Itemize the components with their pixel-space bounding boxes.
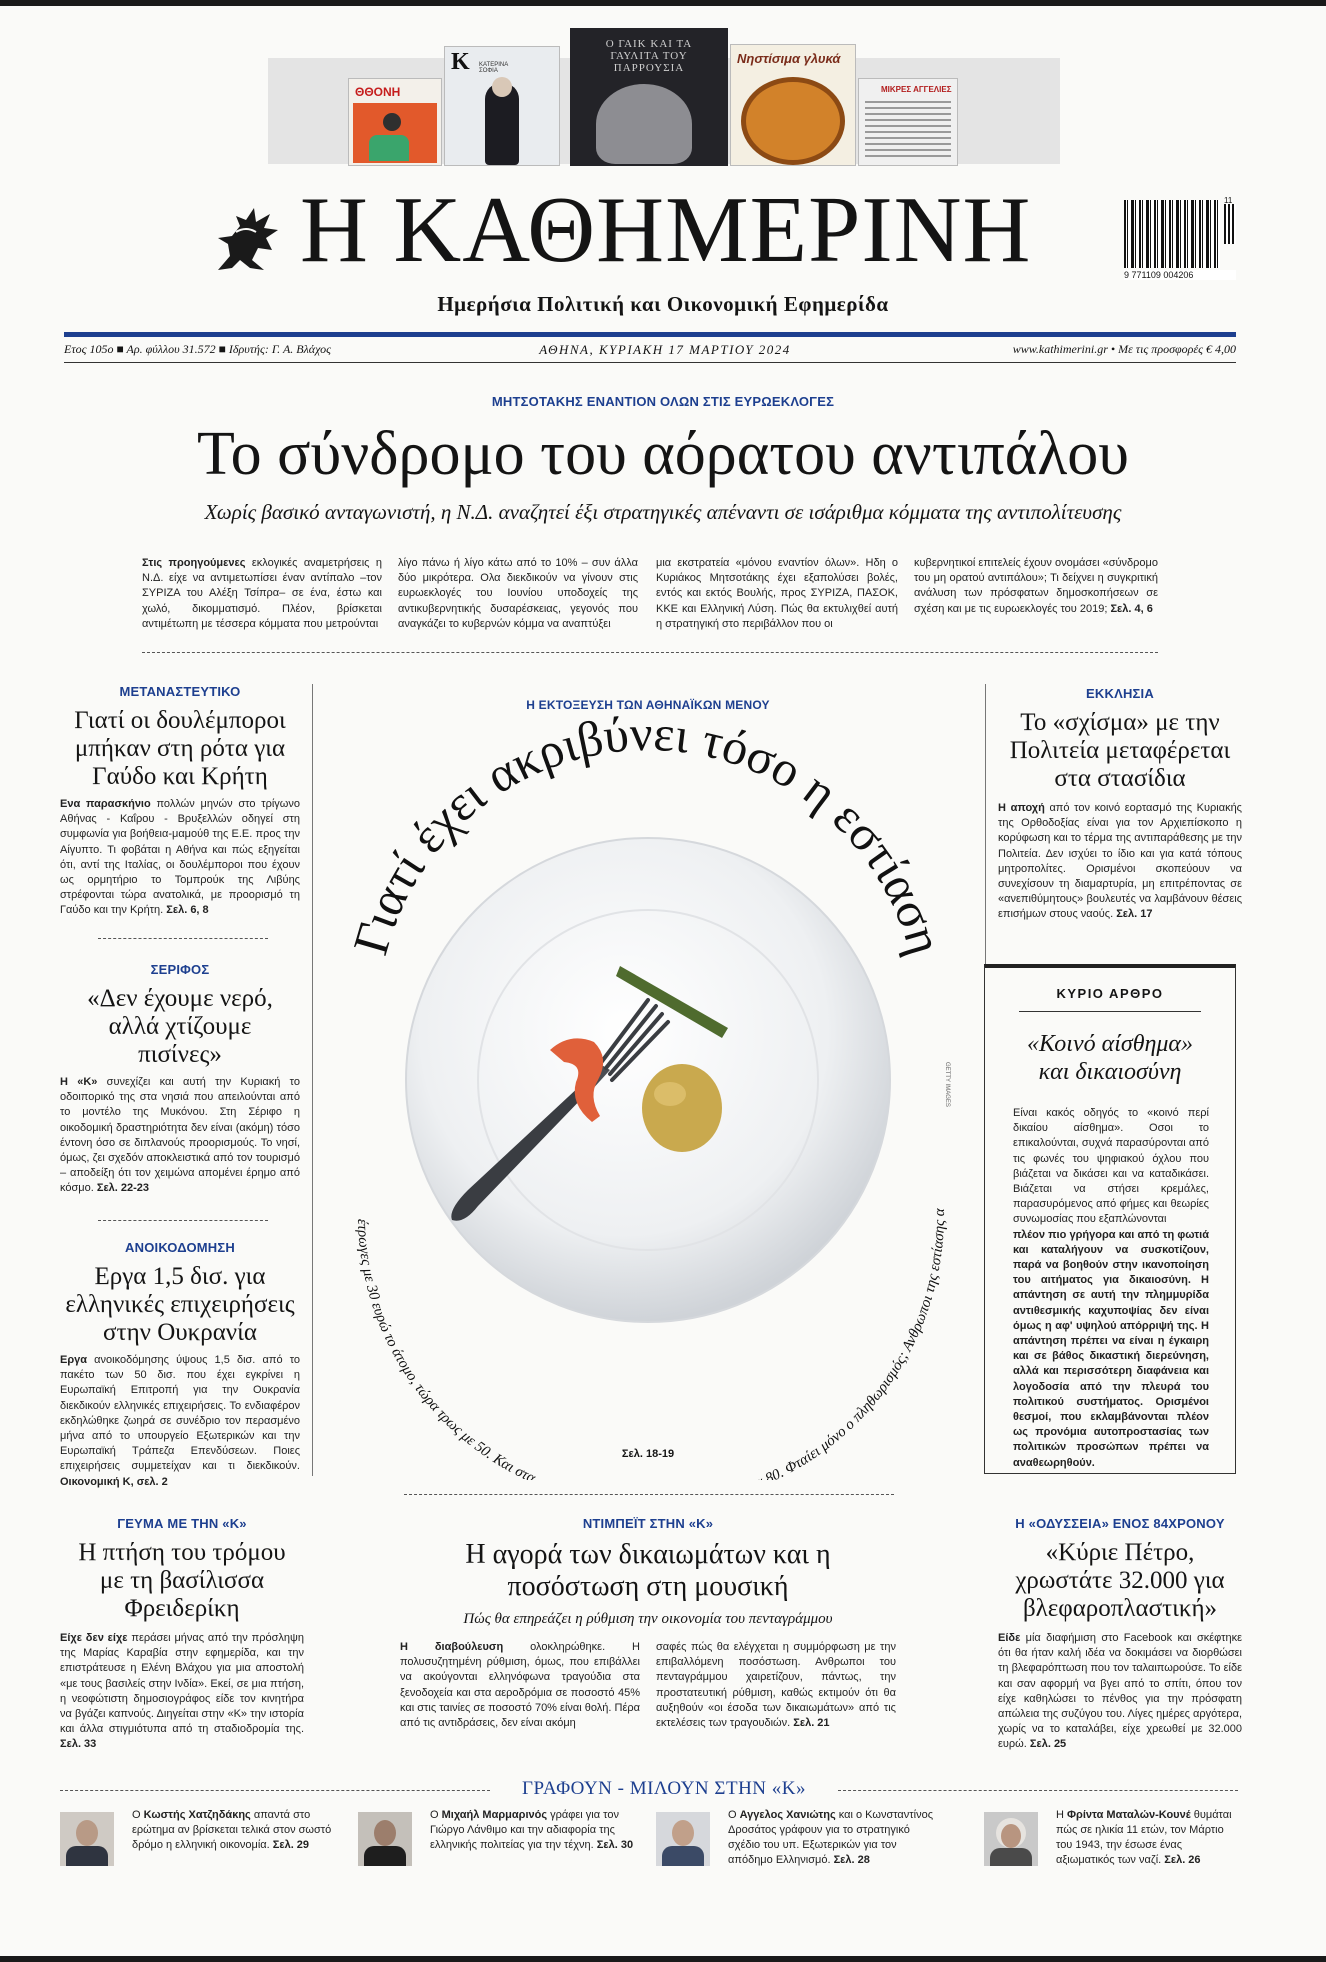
supplement-othoni[interactable]	[348, 78, 442, 166]
writer-1-ref: Σελ. 29	[272, 1839, 310, 1851]
writer-4[interactable]	[984, 1808, 1240, 1878]
barcode-issue: 11	[1224, 196, 1233, 205]
left-col-divider	[312, 684, 313, 1476]
issue-info-left: Ετος 105ο ■ Αρ. φύλλου 31.572 ■ Ιδρυτής: Γ. Α. Βλάχος	[64, 342, 331, 356]
writer-3-text	[728, 1808, 940, 1868]
supplement-othoni-title: ΘΘΟΝΗ	[355, 85, 401, 99]
left-story-3-body	[60, 1353, 300, 1490]
left-story-2-headline[interactable]: «Δεν έχουμε νερό, αλλά χτίζουμε πισίνες»	[87, 985, 273, 1068]
writers-label: ΓΡΑΦΟΥΝ - ΜΙΛΟΥΝ ΣΤΗΝ «Κ»	[522, 1778, 806, 1799]
writer-2-body: γράφει για τον Γιώργο Λάνθιμο και την αδιαφορία της ελληνικής πολιτείας για την τέχνη.	[430, 1809, 619, 1851]
left-story-3-lead: Εργα	[60, 1354, 88, 1366]
writer-2-text	[430, 1808, 638, 1853]
bottom-story-1-text: περάσει μήνας από την πρόσληψη της Μαρίας Καραβία στην εφημερίδα, και την επιστράτευσε η Ελένη Βλάχου για μια αποστολή «με τους βασιλείς στην Ινδία». Εκεί, σε μια πτήση, η νεοφώτιστη δημοσιογράφος είδε τον κινητήρα να βγάζει καπνούς. Διηγείται στην «Κ» την ιστορία και άλλα στιγμιότυπα από τη σταδιοδρομία της.	[60, 1632, 304, 1736]
feature-kicker: Η ΕΚΤΟΞΕΥΣΗ ΤΩΝ ΑΘΗΝΑΪΚΩΝ ΜΕΝΟΥ	[526, 698, 770, 712]
writer-4-text	[1056, 1808, 1238, 1868]
left-divider-1	[98, 938, 268, 939]
supplement-classifieds-title: ΜΙΚΡΕΣ ΑΓΓΕΛΙΕΣ	[881, 85, 952, 94]
right-story-1-kicker: ΕΚΚΛΗΣΙΑ	[1086, 686, 1154, 701]
lead-col-4-text: κυβερνητικοί επιτελείς έχουν ονομάσει «σύνδρομο του μη ορατού αντιπάλου»; Τι δείχνει η συγκριτική ανάλυση των πρόσφατων δημοσκοπήσεων σε σχέση και με τις ευρωεκλογές του 2019;	[914, 557, 1158, 615]
left-story-3-text: ανοικοδόμησης ύψους 1,5 δισ. από το πακέτο των 50 δισ. που έχει εγκρίνει η Ευρωπαϊκή Επιτροπή για την Ουκρανία διεκδικούν ελληνικές επιχειρήσεις. Το ενδιαφέρον εκδηλώθηκε ζωηρά σε συνέδριο τον περασμένο μήνα από το υπουργείο Εξωτερικών και την Ευρωπαϊκή Τράπεζα Επενδύσεων. Ποιες επιχειρήσεις συμμετείχαν και τι διεκδικούν.	[60, 1354, 300, 1473]
writer-3-avatar	[656, 1812, 710, 1866]
supplement-k-magazine[interactable]	[444, 46, 560, 166]
bottom-edge	[0, 1956, 1326, 1962]
lead-col-2: λίγο πάνω ή λίγο κάτω από το 10% – συν άλλα δύο μικρότερα. Ολα διεκδικούν να γίνουν στις ευρωεκλογές του Ιουνίου υποδοχείς της αντικυβερνητικής δυσαρέσκειας, γεγονός που αναγκάζει το κυβερνών κόμμα να αναπτύξει	[398, 557, 638, 630]
lead-headline[interactable]: Το σύνδρομο του αόρατου αντιπάλου	[197, 420, 1129, 488]
left-story-1-ref: Σελ. 6, 8	[166, 904, 209, 917]
bottom-story-1-ref: Σελ. 33	[60, 1738, 97, 1751]
bottom-story-1-body	[60, 1631, 304, 1753]
lead-col-4	[914, 556, 1158, 617]
editorial-text-1: Είναι κακός οδηγός το «κοινό περί δικαίου αίσθημα». Οσοι το επικαλούνται, συχνά παρασύρονται από τις φωνές του ψηφιακού όχλου που βιάζεται να δικάσει και να καταδικάσει. Βιάζεται να στήσει κρεμάλες, παρασυρόμενος από φήμες και θεωρίες συνωμοσίας που εξαπλώνονται	[1013, 1107, 1209, 1226]
left-story-2-kicker: ΣΕΡΙΦΟΣ	[150, 962, 210, 977]
right-story-1-lead: Η αποχή	[998, 802, 1045, 814]
left-story-2[interactable]	[60, 962, 300, 1197]
feature-area[interactable]	[318, 680, 978, 1480]
writer-3-body: και ο Κωνσταντίνος Δροσάτος γράφουν για το στρατηγικό σχέδιο του υπ. Εξωτερικών για τον απόδημο Ελληνισμό.	[728, 1809, 933, 1866]
supplement-classifieds[interactable]	[858, 78, 958, 166]
masthead-subtitle: Ημερήσια Πολιτική και Οικονομική Εφημερίδα	[437, 292, 889, 316]
bottom-story-3-body	[998, 1631, 1242, 1753]
writer-3[interactable]	[656, 1808, 946, 1878]
writer-4-avatar	[984, 1812, 1038, 1866]
left-story-1[interactable]	[60, 684, 300, 919]
writer-2-name: Μιχαήλ Μαρμαρινός	[441, 1809, 548, 1821]
left-story-1-text: πολλών μηνών στο τρίγωνο Αθήνας - Καΐρου - Βρυξελλών οδηγεί στη συμφωνία για βοήθεια-μαμούθ της Ε.Ε. προς την Αίγυπτο. Τι φοβάται η Αθήνα και πώς εξηγείται ότι, αντί της Ιταλίας, οι δουλέμποροι που έχουν ως ορμητήριο το Τομπρούκ της Λιβύης στρέφονται τώρα ανατολικά, με προορισμό τη Γαύδο και την Κρήτη.	[60, 798, 300, 917]
lead-col-3: μια εκστρατεία «μόνου εναντίον όλων». Ηδη ο Κυριάκος Μητσοτάκης έχει εξαπολύσει βολές, εντός και εκτός Βουλής, προς ΣΥΡΙΖΑ, ΠΑΣΟΚ, ΚΚΕ και Ελληνική Λύση. Πώς θα εκτυλιχθεί αυτή η στρατηγική στο περιβάλλον που οι	[656, 557, 898, 630]
griffin-logo	[206, 196, 288, 278]
bottom-story-1[interactable]	[60, 1516, 304, 1753]
bottom-story-2[interactable]	[400, 1516, 896, 1731]
left-story-1-lead: Ενα παρασκήνιο	[60, 798, 151, 810]
lead-kicker: ΜΗΤΣΟΤΑΚΗΣ ΕΝΑΝΤΙΟΝ ΟΛΩΝ ΣΤΙΣ ΕΥΡΩΕΚΛΟΓΕΣ	[491, 394, 835, 409]
left-story-2-lead: Η «Κ»	[60, 1076, 98, 1088]
left-story-2-text: συνεχίζει και αυτή την Κυριακή το οδοιπορικό της στα νησιά που απειλούνται από το μοντέλο της Μυκόνου. Στη Σέριφο η οικοδομική δραστηριότητα δεν είναι (ακόμη) τόσο έντονη όσο σε διπλανούς προορισμούς. Το νησί, όμως, ζει σχεδόν αποκλειστικά από τον τουρισμό – αποδείξη ότι τον χειμώνα απομένει έρημο από κόσμο.	[60, 1076, 300, 1195]
bottom-story-3-lead: Είδε	[998, 1632, 1021, 1644]
writer-2[interactable]	[358, 1808, 648, 1878]
editorial-label: ΚΥΡΙΟ ΑΡΘΡΟ	[1056, 986, 1164, 1001]
writer-2-pre: Ο	[430, 1809, 442, 1821]
feature-caption: έτρωγες με 30 ευρώ το άτομο, τώρα τρως με 50. Και στα 80. Φταίει μόνο ο πληθωρισμός; Ανθρωποι της εστίασης α	[353, 1208, 949, 1480]
barcode	[1124, 196, 1236, 280]
lead-subhead: Χωρίς βασικό ανταγωνιστή, η Ν.Δ. αναζητεί έξι στρατηγικές απέναντι σε ισάριθμα κόμματα της αντιπολίτευσης	[204, 500, 1122, 524]
bottom-story-3[interactable]	[998, 1516, 1242, 1753]
issue-info-right: www.kathimerini.gr • Με τις προσφορές € 4,00	[1012, 342, 1236, 356]
bottom-story-2-subhead: Πώς θα επηρεάζει η ρύθμιση την οικονομία του πενταγράμμου	[463, 1611, 833, 1627]
writer-1-pre: Ο	[132, 1809, 144, 1821]
writer-1-name: Κωστής Χατζηδάκης	[143, 1809, 251, 1821]
masthead-blue-rule	[64, 332, 1236, 337]
bottom-story-3-kicker: Η «ΟΔΥΣΣΕΙΑ» ΕΝΟΣ 84ΧΡΟΝΟΥ	[1015, 1516, 1225, 1531]
top-rule	[0, 0, 1326, 6]
lead-col-1-text: εκλογικές αναμετρήσεις η Ν.Δ. είχε να αντιμετωπίσει έναν αντίπαλο –τον ΣΥΡΙΖΑ του Αλέξη Τσίπρα– σε ένα, έστω και χωλό, δικομματισμό. Πλέον, βρίσκεται αντιμέτωπη με τέσσερα κόμματα που μετρούνται	[142, 557, 382, 630]
left-story-2-ref: Σελ. 22-23	[96, 1182, 150, 1195]
bottom-story-1-kicker: ΓΕΥΜΑ ΜΕ ΤΗΝ «Κ»	[117, 1516, 247, 1531]
right-story-1-ref: Σελ. 17	[1116, 908, 1153, 921]
potato	[642, 1064, 722, 1152]
writers-rule-right	[838, 1790, 1238, 1791]
left-story-1-body	[60, 797, 300, 919]
writer-2-ref: Σελ. 30	[596, 1839, 634, 1851]
writer-1-body: απαντά στο ερώτημα αν βρίσκεται τελικά στον σωστό δρόμο η ελληνική οικονομία.	[132, 1809, 332, 1851]
writer-1[interactable]	[60, 1808, 350, 1878]
left-story-3[interactable]	[60, 1240, 300, 1490]
right-story-1[interactable]	[998, 686, 1242, 923]
writer-3-pre: Ο	[728, 1809, 740, 1821]
left-story-1-kicker: ΜΕΤΑΝΑΣΤΕΥΤΙΚΟ	[119, 684, 241, 699]
lead-col-1-lead: Στις προηγούμενες	[142, 557, 246, 569]
bottom-story-1-lead: Είχε δεν είχε	[60, 1632, 128, 1644]
lead-divider	[142, 652, 1158, 653]
barcode-number: 9 771109 004206	[1124, 270, 1236, 280]
bottom-divider-center	[404, 1494, 894, 1495]
supplement-desserts-title: Νηστίσιμα γλυκά	[737, 51, 841, 66]
left-story-3-kicker: ΑΝΟΙΚΟΔΟΜΗΣΗ	[125, 1240, 235, 1255]
feature-art	[318, 680, 978, 1480]
left-story-2-body	[60, 1075, 300, 1197]
bottom-story-2-text-a: ολοκληρώθηκε. Η πολυσυζητημένη ρύθμιση, όμως, που επιβάλλει να ακούγονται ελληνόφωνα τραγούδια στα ξενοδοχεία και στα αεροδρόμια σε ποσοστό 45% και στις ταινίες σε ποσοστό 70% είναι θολή. Πέρα από τις αντιδράσεις, δεν είναι ακόμη	[400, 1641, 641, 1730]
right-story-1-text: από τον κοινό εορτασμό της Κυριακής της Ορθοδοξίας είναι για τον Αρχιεπίσκοπο η κορύφωση και το τέρμα της αντιπαράθεσης με την Πολιτεία. Δεν ισχύει το ίδιο και για κατά τόπους μητροπολίτες. Ορισμένοι σκοπεύουν να συνεχίσουν τη διαμαρτυρία, μη επιτρέποντας σε «ανεπιθύμητους» βουλευτές να λαμβάνουν θέσεις επισήμων στους ναούς.	[998, 802, 1242, 921]
feature-headline[interactable]: Γιατί έχει ακριβύνει τόσο η εστίαση	[341, 704, 955, 961]
right-col-divider	[985, 684, 986, 964]
feature-ref: Σελ. 18-19	[621, 1448, 675, 1460]
right-story-1-headline[interactable]: Το «σχίσμα» με την Πολιτεία μεταφέρεται στα στασίδια	[1009, 709, 1231, 792]
bottom-story-3-headline[interactable]: «Κύριε Πέτρο, χρωστάτε 32.000 για βλεφαροπλαστική»	[1015, 1539, 1225, 1622]
lead-col-1	[142, 556, 382, 632]
supplement-k-caption: ΚΑΤΕΡΙΝΑ ΣΟΦΙΑ	[479, 62, 508, 74]
writers-rule-left	[60, 1790, 490, 1791]
bottom-story-3-text: μία διαφήμιση στο Facebook και σκέφτηκε ότι θα ήταν καλή ιδέα να δοκιμάσει να διορθώσει τη βλεφαρόπτωση που τον ταλαιπωρούσε. Το είδε και σαν αφορμή να βγει από το σπίτι, όπου τον είχε καθηλώσει το πένθος για την πρόσφατη απώλεια της συζύγου του. Λίγες ημέρες αργότερα, χωρίς να το καταλάβει, είχε χρεωθεί με 32.000 ευρώ.	[998, 1632, 1242, 1751]
editorial-box[interactable]	[984, 964, 1236, 1474]
lead-col-4-ref: Σελ. 4, 6	[1110, 602, 1153, 615]
bottom-story-2-kicker: ΝΤΙΜΠΕΪΤ ΣΤΗΝ «Κ»	[582, 1516, 714, 1531]
supplement-k-letter: Κ	[451, 49, 470, 75]
writer-4-body: θυμάται πώς σε ηλικία 11 ετών, τον Μάρτιο του 1943, την έσωσε ένας αξιωματικός των ναζί.	[1056, 1809, 1232, 1866]
bottom-story-2-ref: Σελ. 21	[793, 1717, 830, 1730]
supplement-book[interactable]	[570, 28, 728, 166]
issue-date: ΑΘΗΝΑ, ΚΥΡΙΑΚΗ 17 ΜΑΡΤΙΟΥ 2024	[539, 342, 791, 357]
supplement-book-title: Ο ΓΑΙΚ ΚΑΙ ΤΑ ΓΑΥΛΙΤΑ ΤΟΥ ΠΑΡΡΟΥΣΙΑ	[605, 38, 693, 74]
right-story-1-body	[998, 801, 1242, 923]
photo-credit: GETTY IMAGES	[944, 1062, 950, 1107]
bottom-story-3-ref: Σελ. 25	[1029, 1738, 1067, 1751]
writer-3-name: Αγγελος Χανιώτης	[739, 1809, 836, 1821]
editorial-headline[interactable]: «Κοινό αίσθημα» και δικαιοσύνη	[1026, 1031, 1194, 1085]
supplement-desserts[interactable]	[730, 44, 856, 166]
bottom-story-2-text-b: σαφές πώς θα ελέγχεται η συμμόρφωση με την επιβαλλόμενη ποσόστωση. Ανθρωποι του πενταγράμμου χαιρετίζουν, πάντως, την προστατευτική ρύθμιση, καθώς εκτιμούν ότι θα αυξηθούν «οι έσοδα των δικαιωμάτων» από τις εκτελέσεις των τραγουδιών.	[656, 1641, 896, 1730]
writer-3-ref: Σελ. 28	[833, 1854, 870, 1866]
editorial-text-2: πλέον πιο γρήγορα και από τη φωτιά και καταλήγουν να συσκοτίζουν, παρά να βοηθούν στην ικανοποίηση του αιτήματος για δικαιοσύνη. Η απάντηση σε αυτή την πλημμυρίδα αντιθεσμικής καχυποψίας δεν είναι όμως η αφ' υψηλού απόρριψή της. Η απάντηση πρέπει να είναι η έγκαιρη και σε βάθος δικαστική διερεύνηση, αλλά και περισσότερη διαφάνεια και λογοδοσία από την πλευρά του πολιτικού συστήματος. Ορισμένοι θεσμοί, που εκλαμβάνονται πλέον ως προνόμια αυτοπροστασίας των πολιτικών προσώπων πρέπει να αναθεωρηθούν.	[1013, 1228, 1209, 1469]
masthead-thin-rule	[64, 362, 1236, 363]
bottom-story-2-col-b	[656, 1640, 896, 1731]
writer-1-avatar	[60, 1812, 114, 1866]
bottom-story-2-headline[interactable]: Η αγορά των δικαιωμάτων και η ποσόστωση στη μουσική	[465, 1539, 831, 1602]
writer-4-ref: Σελ. 26	[1164, 1854, 1201, 1866]
writer-4-name: Φρίντα Ματαλών-Κουνέ	[1067, 1809, 1191, 1821]
bottom-story-1-headline[interactable]: Η πτήση του τρόμου με τη βασίλισσα Φρειδερίκη	[78, 1539, 286, 1622]
left-story-1-headline[interactable]: Γιατί οι δουλέμποροι μπήκαν στη ρότα για Γαύδο και Κρήτη	[74, 707, 286, 790]
bottom-story-2-col-a	[400, 1640, 640, 1731]
writer-4-pre: Η	[1056, 1809, 1067, 1821]
writer-2-avatar	[358, 1812, 412, 1866]
writer-1-text	[132, 1808, 340, 1853]
left-divider-2	[98, 1220, 268, 1221]
left-story-3-ref: Οικονομική Κ, σελ. 2	[60, 1475, 168, 1488]
masthead-title: Η ΚΑΘΗΜΕΡΙΝΗ	[300, 178, 1032, 282]
bottom-story-2-lead: Η διαβούλευση	[400, 1641, 504, 1653]
left-story-3-headline[interactable]: Εργα 1,5 δισ. για ελληνικές επιχειρήσεις στην Ουκρανία	[65, 1263, 295, 1346]
